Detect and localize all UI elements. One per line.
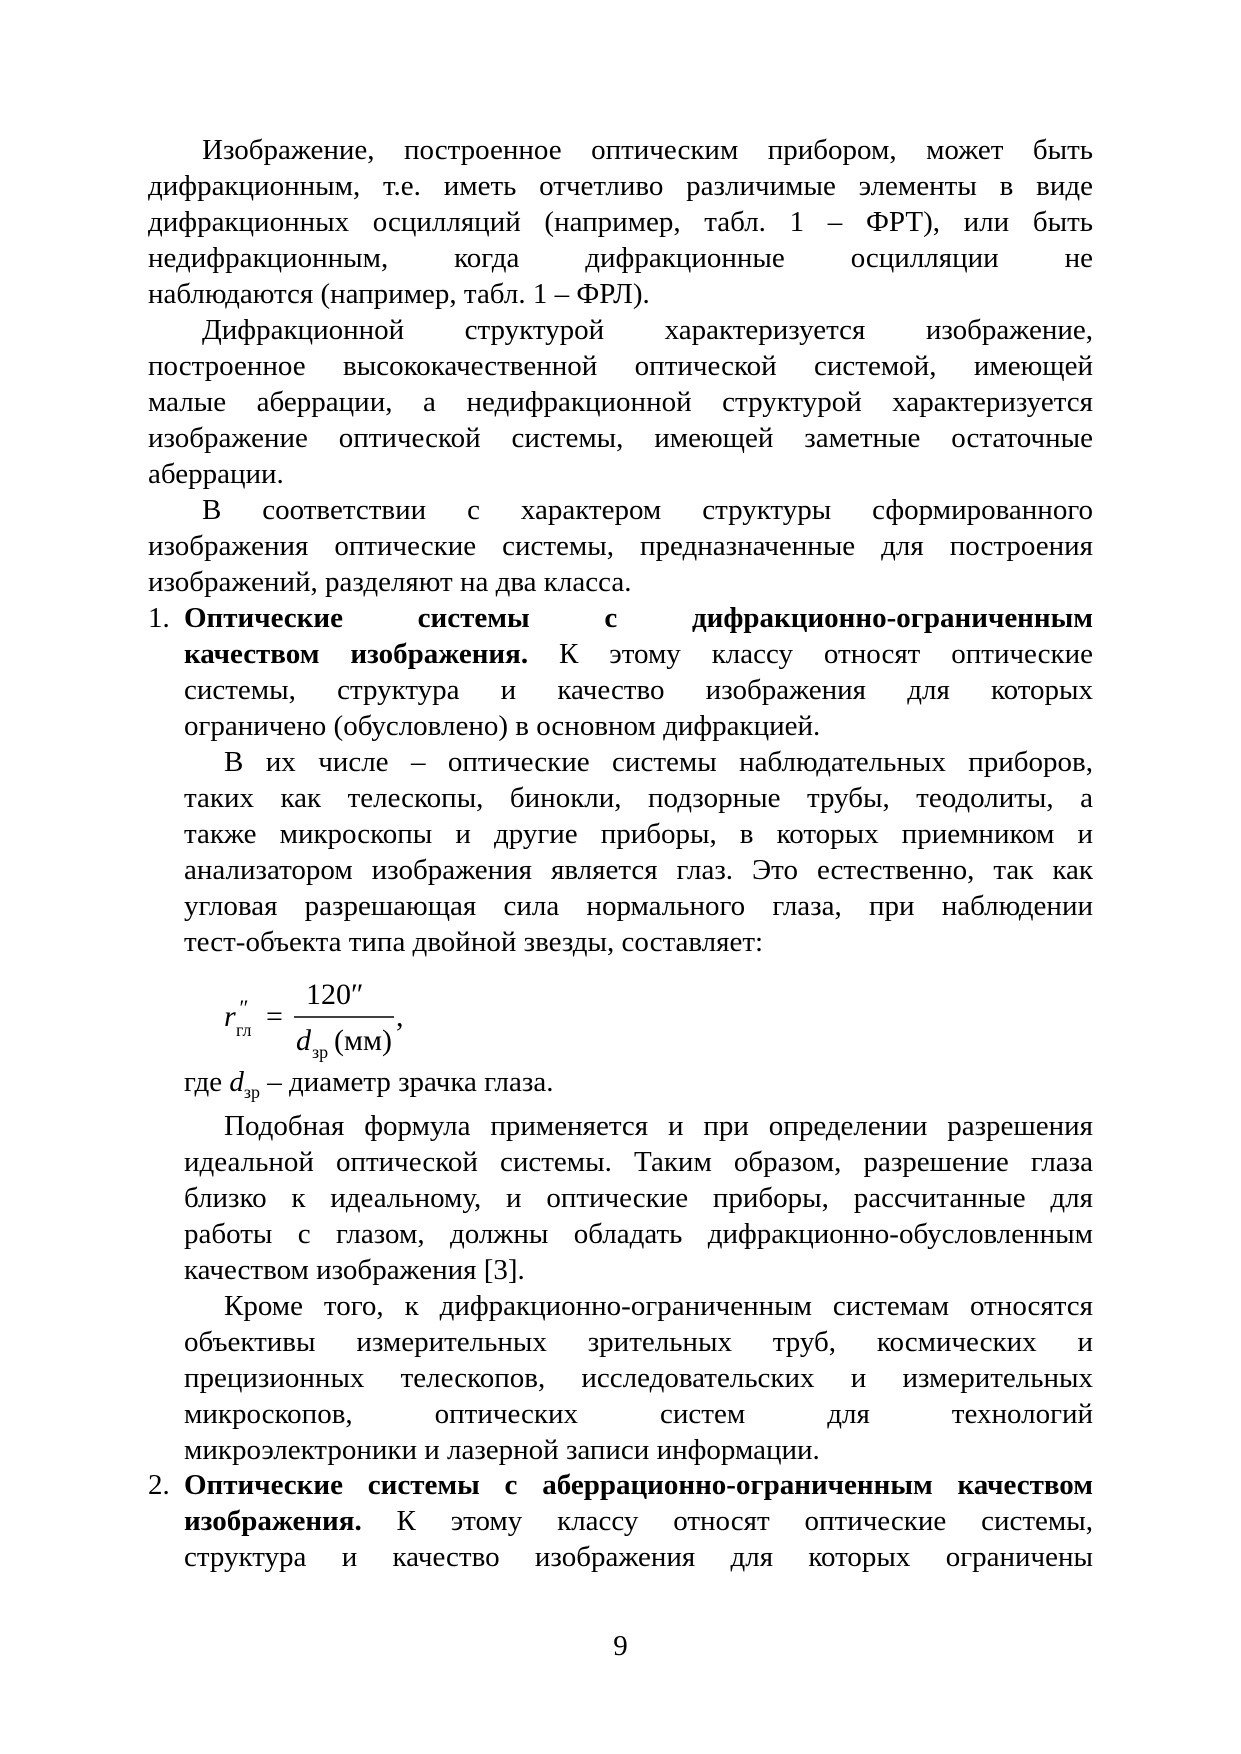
paragraph-line: изображений, разделяют на два класса. (148, 566, 632, 598)
paragraph-line: построенное высококачественной оптической системой, имеющей (148, 350, 1093, 382)
formula-numerator: 120″ (306, 978, 364, 1011)
formula-lhs-sub: гл (236, 1020, 252, 1040)
formula-trailing-comma: , (396, 1000, 404, 1033)
formula-equals: = (266, 1000, 283, 1033)
paragraph-line: таких как телескопы, бинокли, подзорные трубы, теодолиты, а (184, 782, 1093, 814)
paragraph-line: микроэлектроники и лазерной записи информации. (184, 1434, 820, 1466)
formula-lhs-var: r (224, 1000, 236, 1033)
paragraph-line: микроскопов, оптических систем для технологий (184, 1398, 1093, 1430)
sub-paragraph-1 (184, 744, 1093, 960)
page-number: 9 (613, 1630, 628, 1662)
paragraph-line: близко к идеальному, и оптические приборы, рассчитанные для (184, 1182, 1093, 1214)
paragraph-line: изображение оптической системы, имеющей заметные остаточные (148, 422, 1093, 454)
formula-lhs-prime: ″ (238, 995, 248, 1020)
list-heading-bold: качеством изображения. (184, 638, 529, 670)
paragraph-line: Кроме того, к дифракционно-ограниченным системам относятся (224, 1290, 1093, 1322)
paragraph-line: качеством изображения [3]. (184, 1254, 525, 1286)
list-number: 2. (148, 1469, 170, 1501)
list-item-body (184, 1467, 1093, 1575)
paragraph-line: также микроскопы и другие приборы, в которых приемником и (184, 818, 1093, 850)
paragraph-line: дифракционным, т.е. иметь отчетливо различимые элементы в виде (148, 170, 1093, 202)
paragraph-line: Дифракционной структурой характеризуется изображение, (202, 314, 1093, 346)
formula-den-var: d (296, 1024, 311, 1057)
formula-den-unit: (мм) (334, 1024, 392, 1057)
paragraph-line: работы с глазом, должны обладать дифракционно-обусловленным (184, 1218, 1093, 1250)
paragraph-line: тест-объекта типа двойной звезды, составляет: (184, 926, 764, 958)
paragraph-line: Подобная формула применяется и при определении разрешения (224, 1110, 1093, 1142)
formula-graphic (222, 968, 462, 1060)
sub-paragraph-3 (184, 1288, 1093, 1468)
paragraph-line: идеальной оптической системы. Таким образом, разрешение глаза (184, 1146, 1093, 1178)
paragraph-line: В соответствии с характером структуры сформированного (202, 494, 1093, 526)
list-text: К этому классу относят оптические (528, 638, 1093, 670)
paragraph-line: дифракционных осцилляций (например, табл. 1 – ФРТ), или быть (148, 206, 1093, 238)
resolution-formula (222, 968, 462, 1062)
paragraph-line: Изображение, построенное оптическим прибором, может быть (202, 134, 1093, 166)
paragraph-3 (148, 492, 1093, 600)
list-line (184, 636, 1093, 672)
where-var: d (229, 1066, 244, 1098)
sub-paragraph-2 (184, 1108, 1093, 1288)
list-line: ограничено (обусловлено) в основном дифракцией. (184, 710, 821, 742)
paragraph-line: изображения оптические системы, предназначенные для построения (148, 530, 1093, 562)
paragraph-line: объективы измерительных зрительных труб, космических и (184, 1326, 1093, 1358)
where-prefix: где (184, 1066, 230, 1098)
paragraph-line: прецизионных телескопов, исследовательских и измерительных (184, 1362, 1093, 1394)
list-number: 1. (148, 602, 170, 634)
paragraph-2 (148, 312, 1093, 492)
list-heading-bold: Оптические системы с аберрационно-ограниченным качеством (184, 1469, 1093, 1501)
list-heading-bold: Оптические системы с дифракционно-ограниченным (184, 602, 1093, 634)
formula-den-sub: зр (312, 1042, 329, 1062)
list-heading-bold: изображения. (184, 1505, 362, 1537)
paragraph-line: аберрации. (148, 458, 284, 490)
paragraph-line: угловая разрешающая сила нормального глаза, при наблюдении (184, 890, 1093, 922)
list-line: структура и качество изображения для которых ограничены (184, 1541, 1093, 1573)
paragraph-line: наблюдаются (например, табл. 1 – ФРЛ). (148, 278, 650, 310)
paragraph-line: В их числе – оптические системы наблюдательных приборов, (224, 746, 1093, 778)
list-line (184, 600, 1093, 636)
where-sub: зр (243, 1081, 260, 1102)
list-text: К этому классу относят оптические системы, (361, 1505, 1093, 1537)
paragraph-1 (148, 132, 1093, 312)
where-rest: – диаметр зрачка глаза. (259, 1066, 554, 1098)
paragraph-line: малые аберрации, а недифракционной структурой характеризуется (148, 386, 1093, 418)
list-line: системы, структура и качество изображения для которых (184, 674, 1093, 706)
list-line (184, 1467, 1093, 1503)
paragraph-line: недифракционным, когда дифракционные осцилляции не (148, 242, 1093, 274)
list-item-body (184, 600, 1093, 744)
list-line (184, 1503, 1093, 1539)
paragraph-line: анализатором изображения является глаз. Это естественно, так как (184, 854, 1093, 886)
formula-explanation (184, 1064, 553, 1110)
